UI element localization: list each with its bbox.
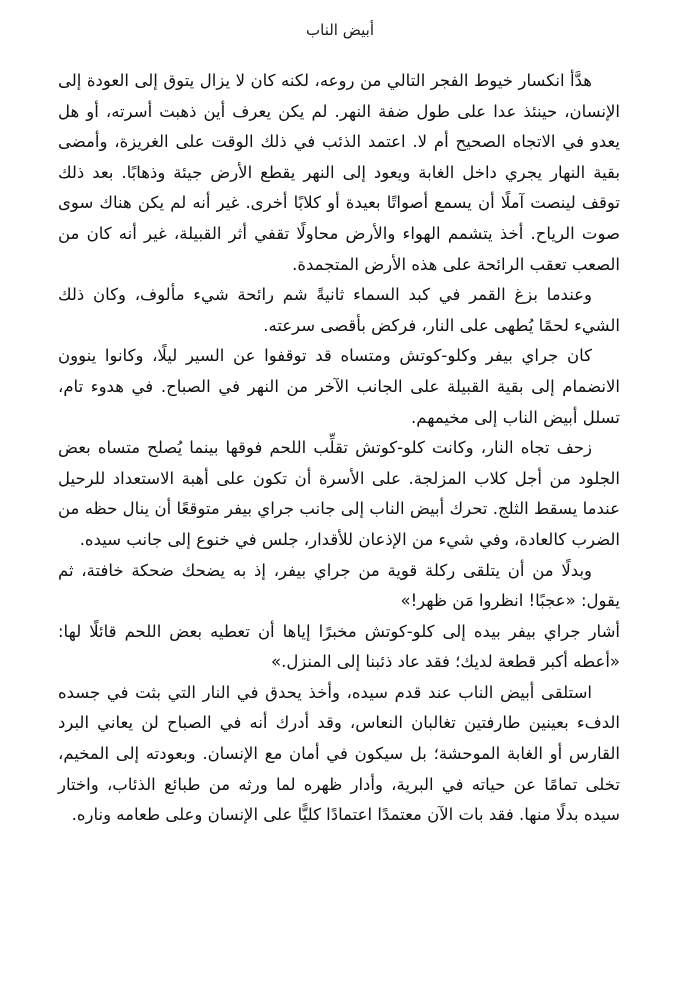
paragraph: وعندما بزغ القمر في كبد السماء ثانيةً شم رائحة شيء مألوف، وكان ذلك الشيء لحمًا يُطهى على النار، فركض بأقصى سرعته. bbox=[58, 285, 620, 335]
paragraph: وبدلًا من أن يتلقى ركلة قوية من جراي بيفر، إذ به يضحك ضحكة خافتة، ثم يقول: «عجبًا! انظروا مَن ظهر!» bbox=[58, 560, 620, 611]
running-title: أبيض الناب bbox=[306, 21, 374, 39]
paragraph: هدَّأ انكسار خيوط الفجر التالي من روعه، لكنه كان لا يزال يتوق إلى العودة إلى الإنسان، حينئذ عدا على طول ضفة النهر. لم يكن يعرف أين ذهبت أسرته، أو هل يعدو في الاتجاه الصحيح أم لا. اعتمد الذئب في ذلك الوقت على الغريزة، وأمضى بقية النهار يجري داخل الغابة ويعود إلى النهر يقطع الأرض جيئة وذهابًا. بعد ذلك توقف لينصت آملًا أن يسمع أصواتًا بعيدة أو كلابًا أخرى. غير أنه لم يكن هناك سوى صوت الرياح. أخذ يتشمم الهواء والأرض محاولًا تقفي أثر القبيلة، غير أنه كان من الصعب تعقب الرائحة على هذه الأرض المتجمدة. bbox=[58, 71, 620, 274]
paragraph: أشار جراي بيفر بيده إلى كلو-كوتش مخبرًا إياها أن تعطيه بعض اللحم قائلًا لها: «أعطه أكبر قطعة لديك؛ فقد عاد ذئبنا إلى المنزل.» bbox=[58, 621, 620, 672]
paragraph: كان جراي بيفر وكلو-كوتش ومتساه قد توقفوا عن السير ليلًا، وكانوا ينوون الانضمام إلى بقية القبيلة على الجانب الآخر من النهر في الصباح. في هدوء تام، تسلل أبيض الناب إلى مخيمهم. bbox=[58, 346, 620, 427]
paragraph: استلقى أبيض الناب عند قدم سيده، وأخذ يحدق في النار التي بثت في جسده الدفء بعينين طارفتين تغالبان النعاس، وقد أدرك أنه في الصباح لن يعاني البرد القارس أو الغابة الموحشة؛ بل سيكون في أمان مع الإنسان. وبعودته إلى المخيم، تخلى تمامًا عن حياته في البرية، وأدار ظهره لما ورثه من طبائع الذئاب، واختار سيده بدلًا منها. فقد بات الآن معتمدًا اعتمادًا كليًّا على الإنسان وعلى طعامه وناره. bbox=[58, 682, 620, 825]
paragraph: زحف تجاه النار، وكانت كلو-كوتش تقلِّب اللحم فوقها بينما يُصلح متساه بعض الجلود من أجل كلاب المزلجة. على الأسرة أن تكون على أهبة الاستعداد للرحيل عندما يسقط الثلج. تحرك أبيض الناب إلى جانب جراي بيفر متوقعًا أن ينال حظه من الضرب كالعادة، وفي شيء من الإذعان للأقدار، جلس في خنوع إلى جانب سيده. bbox=[58, 438, 620, 549]
chapter-body bbox=[58, 66, 620, 831]
